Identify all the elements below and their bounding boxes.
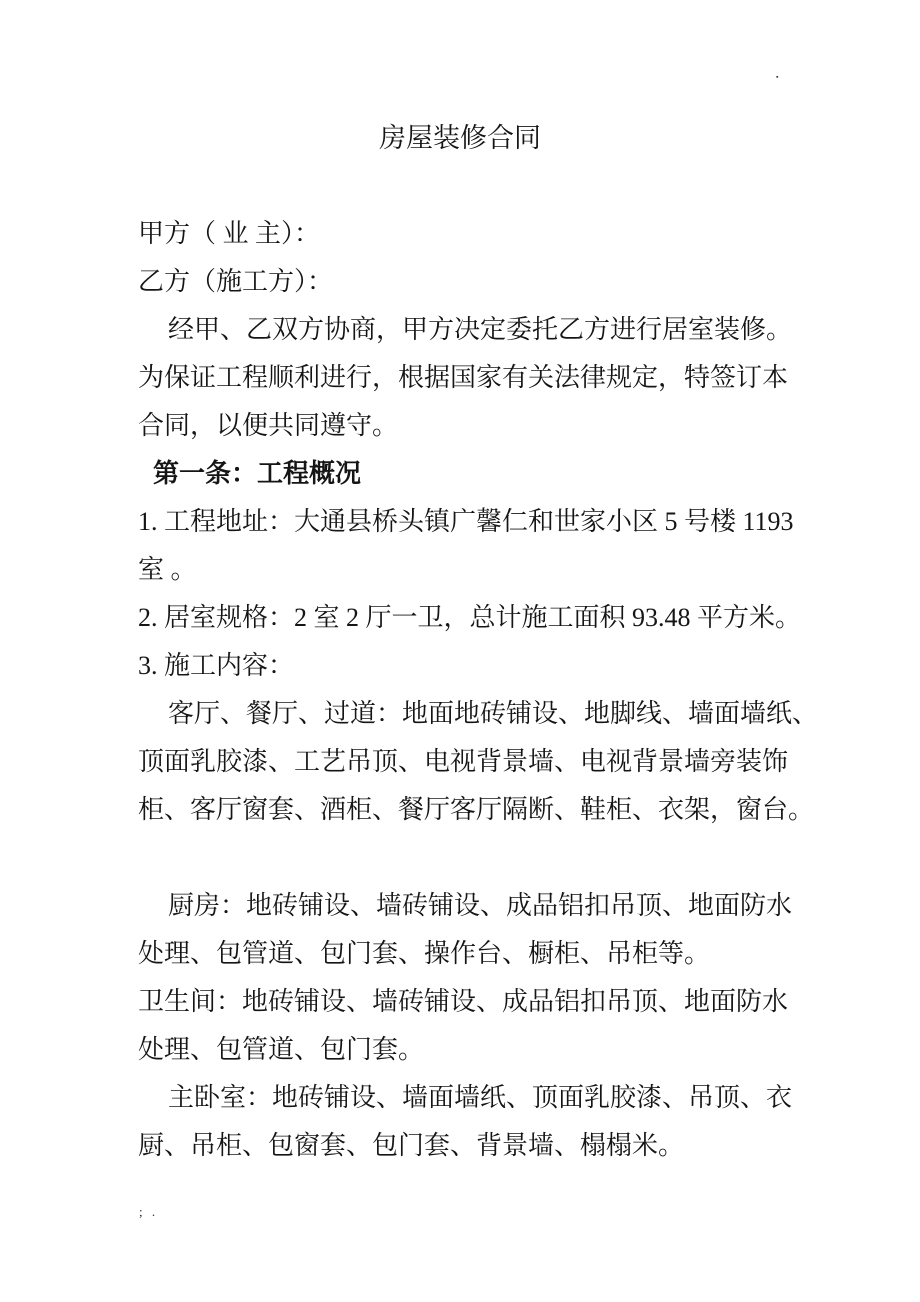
bedroom-line-1: 主卧室：地砖铺设、墙面墙纸、顶面乳胶漆、吊顶、衣 [168, 1083, 793, 1112]
blank-line [138, 162, 782, 210]
party-b-line: 乙方（施工方）： [138, 267, 334, 296]
bathroom-line-2: 处理、包管道、包门套。 [138, 1035, 425, 1064]
address-line-1: 1. 工程地址：大通县桥头镇广馨仁和世家小区 5 号楼 1193 [138, 507, 794, 536]
party-a-line: 甲方（ 业 主）： [138, 219, 321, 248]
scope-label: 3. 施工内容： [138, 651, 295, 680]
intro-line-1: 经甲、乙双方协商，甲方决定委托乙方进行居室装修。 [168, 315, 793, 344]
address-line-2: 室 。 [138, 555, 197, 584]
intro-line-3: 合同，以便共同遵守。 [138, 411, 399, 440]
bedroom-line-2: 厨、吊柜、包窗套、包门套、背景墙、榻榻米。 [138, 1131, 685, 1160]
stray-mark-top-right: ▪ [776, 73, 779, 81]
living-line-1: 客厅、餐厅、过道：地面地砖铺设、地脚线、墙面墙纸、 [168, 699, 819, 728]
document-title: 房屋装修合同 [379, 123, 541, 153]
stray-mark-bottom-left: ; . [139, 1204, 156, 1219]
spec-line: 2. 居室规格：2 室 2 厅一卫，总计施工面积 93.48 平方米。 [138, 603, 802, 632]
kitchen-line-2: 处理、包管道、包门套、操作台、橱柜、吊柜等。 [138, 939, 711, 968]
blank-line [138, 834, 782, 882]
intro-line-2: 为保证工程顺利进行，根据国家有关法律规定，特签订本 [138, 363, 789, 392]
kitchen-line-1: 厨房：地砖铺设、墙砖铺设、成品铝扣吊顶、地面防水 [168, 891, 793, 920]
living-line-2: 顶面乳胶漆、工艺吊顶、电视背景墙、电视背景墙旁装饰 [138, 747, 789, 776]
bathroom-line-1: 卫生间：地砖铺设、墙砖铺设、成品铝扣吊顶、地面防水 [138, 987, 789, 1016]
article1-heading: 第一条：工程概况 [153, 459, 362, 488]
living-line-3: 柜、客厅窗套、酒柜、餐厅客厅隔断、鞋柜、衣架，窗台。 [138, 795, 815, 824]
document-body [138, 114, 819, 1170]
